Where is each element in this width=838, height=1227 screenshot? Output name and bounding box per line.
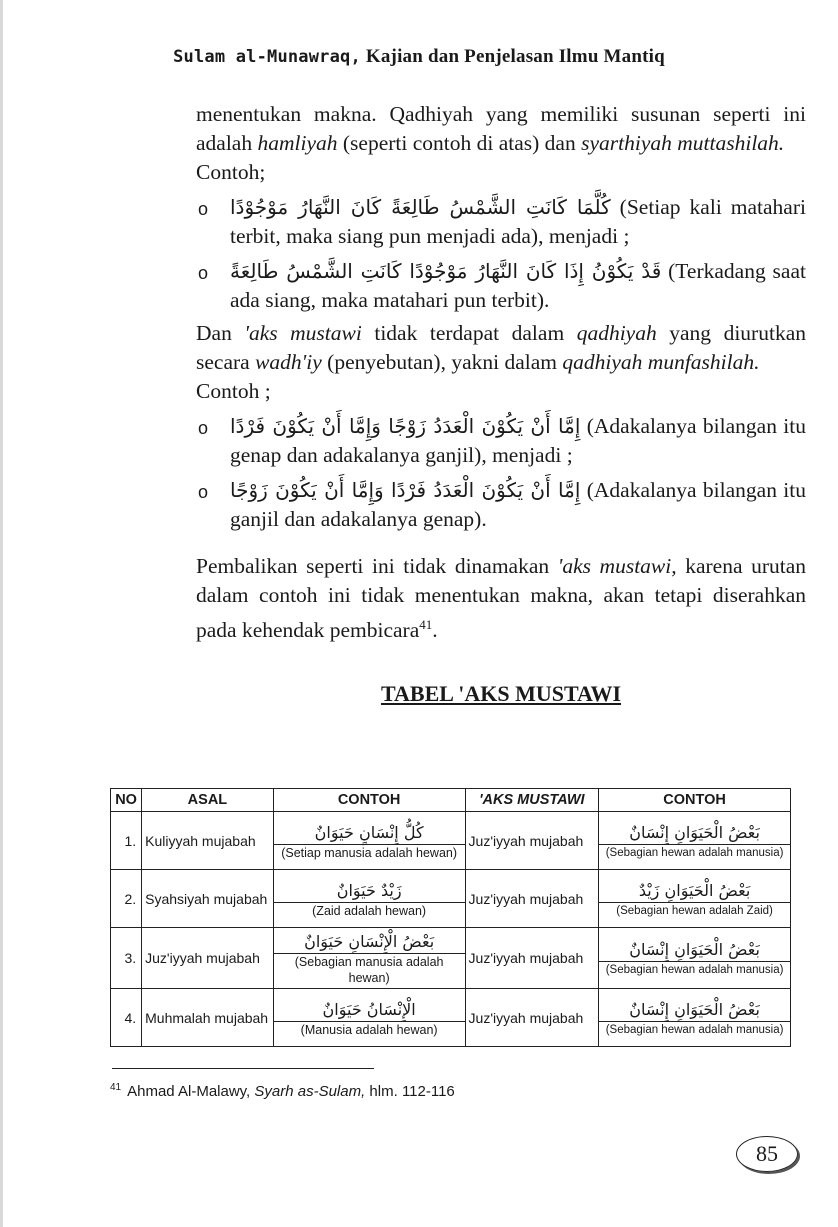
p1-term-hamliyah: hamliyah [257, 131, 338, 155]
example-1 [196, 193, 806, 251]
cell-contoh-arabic: بَعْضُ الْإِنْسَانِ حَيَوَانٌ [304, 932, 435, 951]
cell-contoh-arabic: الْإِنْسَانُ حَيَوَانٌ [322, 999, 416, 1019]
aks-mustawi-table [110, 788, 791, 1047]
p2-text-b: tidak terdapat dalam [361, 321, 577, 345]
cell-contoh [273, 989, 465, 1047]
cell-asal: Kuliyyah mujabah [142, 812, 274, 870]
p2-text-d: (penyebutan), yakni dalam [321, 350, 563, 374]
cell-contoh-2-arabic: بَعْضُ الْحَيَوَانِ إِنْسَانٌ [629, 999, 760, 1019]
cell-asal: Muhmalah mujabah [142, 989, 274, 1047]
cell-contoh-2-arabic: بَعْضُ الْحَيَوَانِ إِنْسَانٌ [629, 940, 760, 959]
example-2 [196, 257, 806, 315]
bullet-circle-icon: o [198, 482, 209, 502]
table-row [111, 812, 791, 870]
table-row [111, 870, 791, 928]
example-2-arabic: قَدْ يَكُوْنُ إِذَا كَانَ النَّهَارُ مَوْجُوْدًا كَانَتِ الشَّمْسُ طَالِعَةً [230, 259, 662, 283]
cell-aks: Juz'iyyah mujabah [465, 870, 599, 928]
p3-term-aks: 'aks mustawi, [557, 554, 677, 578]
col-header-aks: 'AKS MUSTAWI [465, 789, 599, 812]
example-4-arabic: إِمَّا أَنْ يَكُوْنَ الْعَدَدُ فَرْدًا وَإِمَّا أَنْ يَكُوْنَ زَوْجًا [230, 478, 581, 502]
cell-no: 2. [111, 870, 142, 928]
p2-term-munfashilah: qadhiyah munfashilah. [562, 350, 760, 374]
bullet-circle-icon: o [198, 199, 209, 219]
header-title-mono: Sulam al-Munawraq, [173, 47, 361, 67]
p2-text-c: yang diurutkan secara [196, 321, 806, 374]
example-1-arabic: كُلَّمَا كَانَتِ الشَّمْسُ طَالِعَةً كَانَ النَّهَارُ مَوْجُوْدًا [230, 195, 611, 219]
table-header-row [111, 789, 791, 812]
example-3 [196, 412, 806, 470]
p2-text-a: Dan [196, 321, 245, 345]
col-header-contoh-2: CONTOH [599, 789, 791, 812]
cell-contoh-2 [599, 928, 791, 989]
p3-text-c: . [432, 618, 438, 643]
paragraph-1 [196, 100, 806, 158]
cell-no: 3. [111, 928, 142, 989]
cell-aks: Juz'iyyah mujabah [465, 812, 599, 870]
page-body [196, 100, 806, 708]
footnote-number: 41 [110, 1082, 122, 1093]
cell-contoh-translation: (Zaid adalah hewan) [274, 902, 465, 921]
example-2-translation: (Terkadang saat ada siang, maka matahari pun terbit). [230, 259, 806, 312]
footnote-divider [112, 1068, 374, 1069]
cell-contoh-arabic: زَيْدٌ حَيَوَانٌ [336, 880, 402, 900]
cell-no: 4. [111, 989, 142, 1047]
cell-contoh-2-arabic: بَعْضُ الْحَيَوَانِ زَيْدٌ [638, 880, 751, 900]
example-4 [196, 476, 806, 534]
example-3-arabic: إِمَّا أَنْ يَكُوْنَ الْعَدَدُ زَوْجًا وَإِمَّا أَنْ يَكُوْنَ فَرْدًا [230, 414, 581, 438]
cell-asal: Juz'iyyah mujabah [142, 928, 274, 989]
cell-contoh-2 [599, 812, 791, 870]
cell-contoh-translation: (Sebagian manusia adalah hewan) [274, 953, 465, 988]
bullet-circle-icon: o [198, 263, 209, 283]
example-4-translation: (Adakalanya bilangan itu ganjil dan adakalanya genap). [230, 478, 807, 531]
table-row [111, 989, 791, 1047]
cell-contoh-translation: (Manusia adalah hewan) [274, 1021, 465, 1040]
example-1-translation: (Setiap kali matahari terbit, maka siang pun menjadi ada), menjadi ; [230, 195, 806, 248]
running-header [0, 46, 838, 68]
footnote-ref: 41 [419, 617, 433, 632]
footnote-source-title: Syarh as-Sulam, [254, 1083, 366, 1100]
col-header-asal: ASAL [142, 789, 274, 812]
col-header-contoh: CONTOH [273, 789, 465, 812]
p2-term-wadhiy: wadh'iy [255, 350, 322, 374]
cell-contoh-2-translation: (Sebagian hewan adalah manusia) [599, 961, 790, 980]
contoh-label-2: Contoh ; [196, 379, 271, 403]
p3-text-a: Pembalikan seperti ini tidak dinamakan [196, 554, 558, 578]
cell-no: 1. [111, 812, 142, 870]
cell-contoh-2-arabic: بَعْضُ الْحَيَوَانِ إِنْسَانٌ [629, 822, 760, 842]
cell-contoh-2 [599, 870, 791, 928]
cell-asal: Syahsiyah mujabah [142, 870, 274, 928]
bullet-circle-icon: o [198, 418, 209, 438]
page-number: 85 [736, 1136, 798, 1172]
p1-text-a: menentukan makna. Qadhiyah yang memiliki susunan seperti ini adalah [196, 102, 806, 155]
footnote [110, 1082, 455, 1100]
p1-term-syarthiyah: syarthiyah muttashilah. [581, 131, 785, 155]
cell-contoh-2-translation: (Sebagian hewan adalah Zaid) [599, 902, 790, 921]
p1-text-b: (seperti contoh di atas) dan [337, 131, 582, 155]
cell-contoh [273, 812, 465, 870]
example-3-translation: (Adakalanya bilangan itu genap dan adakalanya ganjil), menjadi ; [230, 414, 807, 467]
cell-contoh [273, 928, 465, 989]
cell-contoh-translation: (Setiap manusia adalah hewan) [274, 844, 465, 863]
p3-text-b: karena urutan dalam contoh ini tidak menentukan makna, akan tetapi diserahkan pada kehendak pembicara [196, 554, 806, 643]
paragraph-2 [196, 319, 806, 377]
cell-contoh [273, 870, 465, 928]
spacer [196, 534, 806, 552]
cell-contoh-2-translation: (Sebagian hewan adalah manusia) [599, 844, 790, 863]
cell-contoh-2-translation: (Sebagian hewan adalah manusia) [599, 1021, 790, 1040]
p2-term-qadhiyah: qadhiyah [576, 321, 657, 345]
contoh-label-1: Contoh; [196, 160, 266, 184]
paragraph-3 [196, 552, 806, 645]
table-row [111, 928, 791, 989]
table-title: TABEL 'AKS MUSTAWI [380, 681, 622, 707]
footnote-text-b: hlm. 112-116 [365, 1083, 455, 1100]
p2-term-aks: 'aks mustawi [244, 321, 362, 345]
cell-contoh-2 [599, 989, 791, 1047]
cell-aks: Juz'iyyah mujabah [465, 928, 599, 989]
page-edge [0, 0, 3, 1227]
cell-aks: Juz'iyyah mujabah [465, 989, 599, 1047]
col-header-no: NO [111, 789, 142, 812]
cell-contoh-arabic: كُلُّ إِنْسَانٍ حَيَوَانٌ [314, 822, 424, 842]
footnote-text-a: Ahmad Al-Malawy, [127, 1083, 255, 1100]
header-title-rest: Kajian dan Penjelasan Ilmu Mantiq [365, 46, 665, 67]
